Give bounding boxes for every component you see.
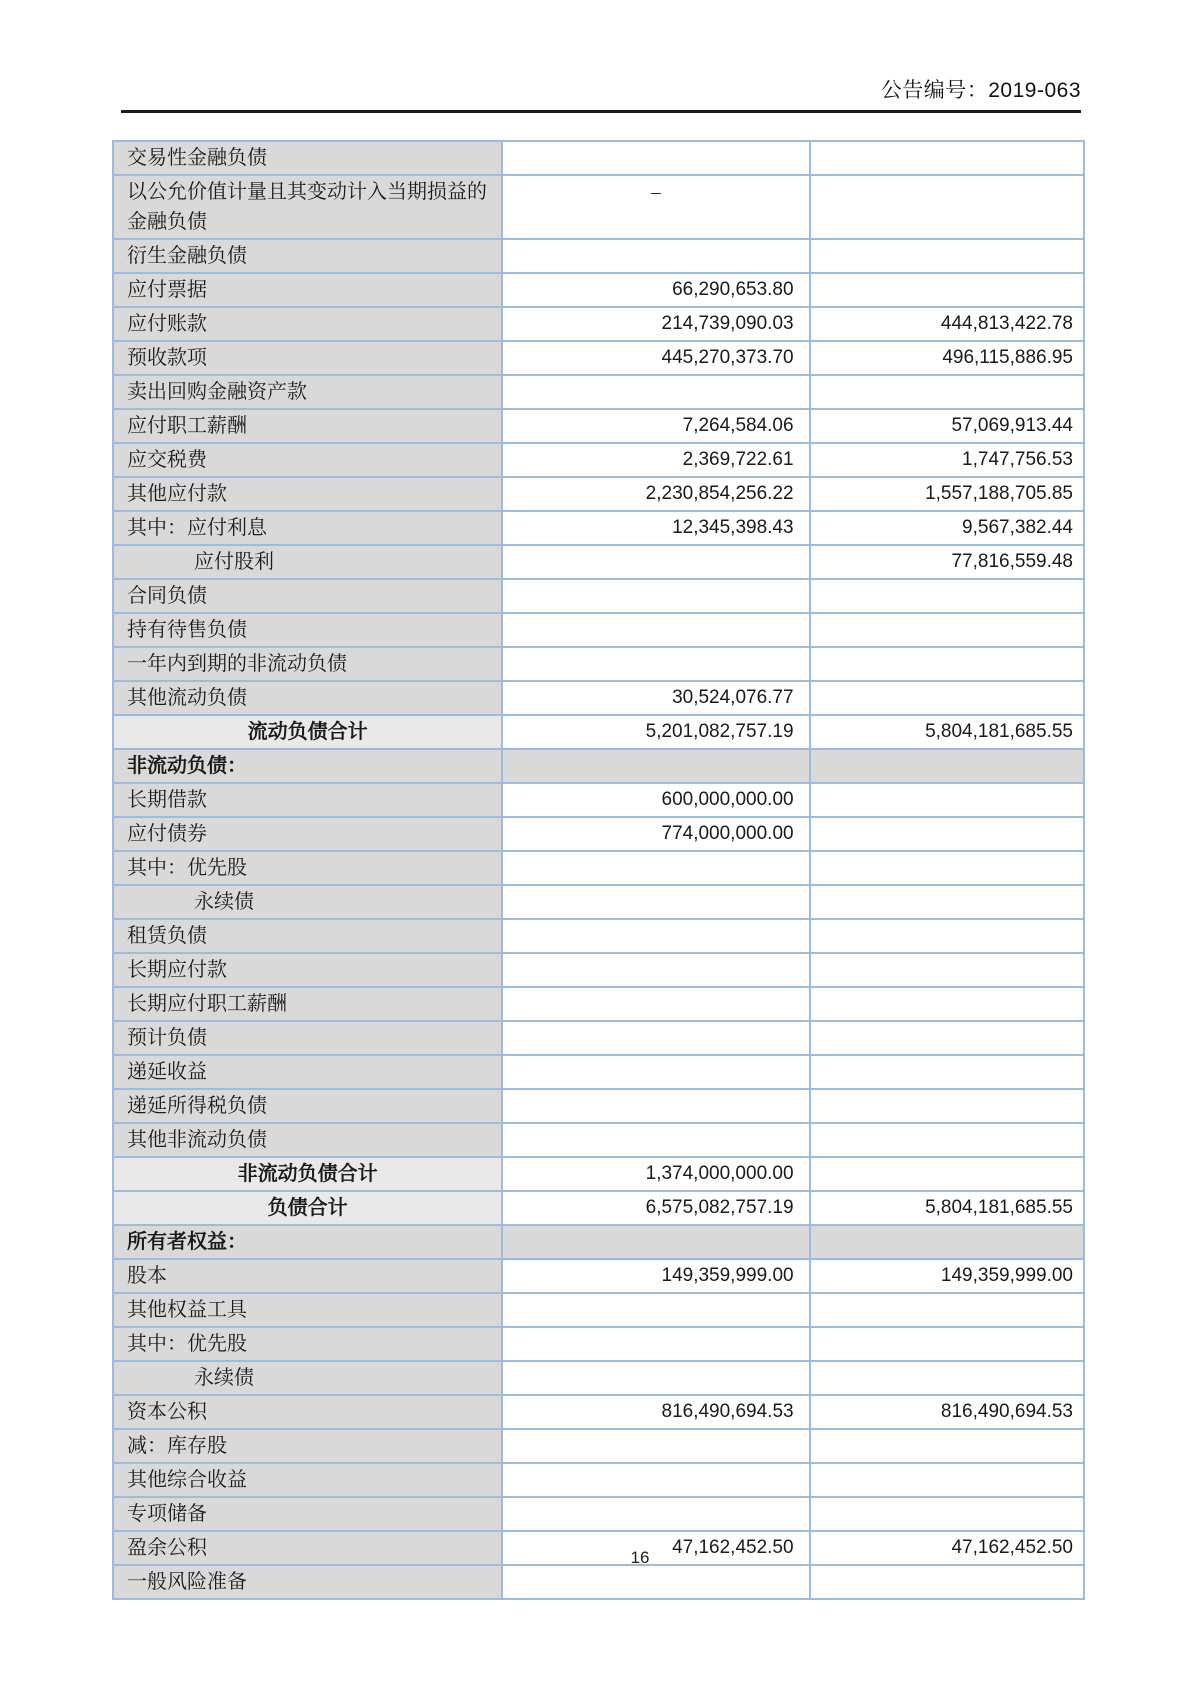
row-label: 以公允价值计量且其变动计入当期损益的金融负债 xyxy=(114,176,503,240)
row-value-prior-period: 496,115,886.95 xyxy=(811,342,1085,376)
table-row xyxy=(114,1158,1085,1192)
row-label: 其他流动负债 xyxy=(114,682,503,716)
row-value-prior-period xyxy=(811,1226,1085,1260)
row-value-prior-period: 444,813,422.78 xyxy=(811,308,1085,342)
table-row xyxy=(114,784,1085,818)
announcement-number: 公告编号：2019-063 xyxy=(880,79,1081,102)
row-value-prior-period xyxy=(811,1090,1085,1124)
row-value-prior-period xyxy=(811,1124,1085,1158)
row-value-prior-period: 816,490,694.53 xyxy=(811,1396,1085,1430)
row-value-prior-period xyxy=(811,818,1085,852)
row-label: 减：库存股 xyxy=(114,1430,503,1464)
table-row xyxy=(114,1362,1085,1396)
row-value-current-period: 7,264,584.06 xyxy=(503,410,810,444)
row-label: 租赁负债 xyxy=(114,920,503,954)
table-row xyxy=(114,648,1085,682)
row-label: 流动负债合计 xyxy=(114,716,503,750)
table-row xyxy=(114,478,1085,512)
row-value-prior-period xyxy=(811,1464,1085,1498)
row-value-current-period xyxy=(503,1090,810,1124)
row-value-prior-period: 9,567,382.44 xyxy=(811,512,1085,546)
table-row xyxy=(114,682,1085,716)
row-value-current-period: 47,162,452.50 xyxy=(503,1532,810,1566)
row-label: 应付账款 xyxy=(114,308,503,342)
table-row xyxy=(114,444,1085,478)
row-value-prior-period: 5,804,181,685.55 xyxy=(811,716,1085,750)
row-label: 合同负债 xyxy=(114,580,503,614)
table-row xyxy=(114,546,1085,580)
row-value-current-period: 816,490,694.53 xyxy=(503,1396,810,1430)
table-row xyxy=(114,1566,1085,1600)
table-row xyxy=(114,1328,1085,1362)
row-label: 持有待售负债 xyxy=(114,614,503,648)
row-value-current-period: 600,000,000.00 xyxy=(503,784,810,818)
row-value-prior-period xyxy=(811,376,1085,410)
row-label: 交易性金融负债 xyxy=(114,142,503,176)
row-value-current-period: 66,290,653.80 xyxy=(503,274,810,308)
row-value-prior-period xyxy=(811,954,1085,988)
table-row xyxy=(114,1090,1085,1124)
row-value-prior-period xyxy=(811,1362,1085,1396)
row-value-current-period xyxy=(503,886,810,920)
row-label: 专项储备 xyxy=(114,1498,503,1532)
row-value-prior-period xyxy=(811,1158,1085,1192)
row-value-current-period: 1,374,000,000.00 xyxy=(503,1158,810,1192)
row-value-current-period xyxy=(503,376,810,410)
row-value-current-period xyxy=(503,1566,810,1600)
row-value-prior-period xyxy=(811,648,1085,682)
row-value-current-period xyxy=(503,1464,810,1498)
row-label: 一年内到期的非流动负债 xyxy=(114,648,503,682)
row-value-prior-period xyxy=(811,1056,1085,1090)
row-label: 其中：应付利息 xyxy=(114,512,503,546)
row-value-prior-period xyxy=(811,1328,1085,1362)
row-label: 股本 xyxy=(114,1260,503,1294)
table-row xyxy=(114,716,1085,750)
table-row xyxy=(114,240,1085,274)
row-value-current-period: 2,369,722.61 xyxy=(503,444,810,478)
row-value-current-period xyxy=(503,1430,810,1464)
row-label: 长期应付款 xyxy=(114,954,503,988)
row-value-current-period xyxy=(503,546,810,580)
table-row xyxy=(114,580,1085,614)
row-value-current-period xyxy=(503,920,810,954)
row-value-prior-period xyxy=(811,1022,1085,1056)
row-value-current-period xyxy=(503,580,810,614)
table-row xyxy=(114,410,1085,444)
row-label: 应付债券 xyxy=(114,818,503,852)
row-label: 其中：优先股 xyxy=(114,852,503,886)
row-label: 永续债 xyxy=(114,886,503,920)
row-value-prior-period xyxy=(811,1566,1085,1600)
row-value-prior-period: 77,816,559.48 xyxy=(811,546,1085,580)
row-value-prior-period xyxy=(811,988,1085,1022)
row-label: 其中：优先股 xyxy=(114,1328,503,1362)
row-value-current-period: 214,739,090.03 xyxy=(503,308,810,342)
row-label: 非流动负债合计 xyxy=(114,1158,503,1192)
row-value-current-period: – xyxy=(503,176,810,240)
row-value-current-period xyxy=(503,142,810,176)
row-value-current-period xyxy=(503,614,810,648)
row-value-current-period: 2,230,854,256.22 xyxy=(503,478,810,512)
row-value-prior-period: 149,359,999.00 xyxy=(811,1260,1085,1294)
row-label: 递延所得税负债 xyxy=(114,1090,503,1124)
row-label: 盈余公积 xyxy=(114,1532,503,1566)
row-label: 卖出回购金融资产款 xyxy=(114,376,503,410)
table-row xyxy=(114,1192,1085,1226)
row-value-current-period xyxy=(503,750,810,784)
row-value-current-period xyxy=(503,1362,810,1396)
table-row xyxy=(114,308,1085,342)
row-value-prior-period xyxy=(811,580,1085,614)
table-row xyxy=(114,1294,1085,1328)
row-value-current-period: 445,270,373.70 xyxy=(503,342,810,376)
row-value-prior-period xyxy=(811,920,1085,954)
row-value-current-period xyxy=(503,954,810,988)
table-row xyxy=(114,176,1085,240)
row-value-prior-period: 57,069,913.44 xyxy=(811,410,1085,444)
row-value-current-period xyxy=(503,1498,810,1532)
table-row xyxy=(114,1430,1085,1464)
balance-sheet-table xyxy=(112,140,1085,1600)
row-value-current-period xyxy=(503,1056,810,1090)
row-label: 衍生金融负债 xyxy=(114,240,503,274)
row-label: 负债合计 xyxy=(114,1192,503,1226)
table-row xyxy=(114,1022,1085,1056)
table-row xyxy=(114,750,1085,784)
row-label: 应交税费 xyxy=(114,444,503,478)
row-label: 应付股利 xyxy=(114,546,503,580)
table-row xyxy=(114,342,1085,376)
table-row xyxy=(114,818,1085,852)
page-number: 16 xyxy=(630,1548,650,1567)
row-label: 其他综合收益 xyxy=(114,1464,503,1498)
row-value-current-period xyxy=(503,1328,810,1362)
row-value-prior-period xyxy=(811,852,1085,886)
row-value-current-period xyxy=(503,648,810,682)
row-value-prior-period xyxy=(811,750,1085,784)
row-value-current-period xyxy=(503,852,810,886)
row-value-prior-period: 5,804,181,685.55 xyxy=(811,1192,1085,1226)
row-value-prior-period xyxy=(811,1430,1085,1464)
table-row xyxy=(114,920,1085,954)
table-row xyxy=(114,1226,1085,1260)
row-label: 其他应付款 xyxy=(114,478,503,512)
table-row xyxy=(114,852,1085,886)
row-value-current-period xyxy=(503,240,810,274)
row-value-current-period xyxy=(503,988,810,1022)
row-value-prior-period xyxy=(811,142,1085,176)
table-row xyxy=(114,614,1085,648)
row-value-prior-period xyxy=(811,1294,1085,1328)
table-row xyxy=(114,1124,1085,1158)
row-value-prior-period: 47,162,452.50 xyxy=(811,1532,1085,1566)
row-value-prior-period xyxy=(811,176,1085,240)
row-value-current-period: 12,345,398.43 xyxy=(503,512,810,546)
table-row xyxy=(114,1396,1085,1430)
row-value-current-period xyxy=(503,1226,810,1260)
row-label: 应付职工薪酬 xyxy=(114,410,503,444)
table-row xyxy=(114,142,1085,176)
table-row xyxy=(114,1260,1085,1294)
row-value-current-period: 30,524,076.77 xyxy=(503,682,810,716)
table-row xyxy=(114,1464,1085,1498)
row-label: 资本公积 xyxy=(114,1396,503,1430)
row-value-prior-period xyxy=(811,614,1085,648)
table-row xyxy=(114,1056,1085,1090)
table-row xyxy=(114,954,1085,988)
row-label: 其他非流动负债 xyxy=(114,1124,503,1158)
row-value-current-period: 149,359,999.00 xyxy=(503,1260,810,1294)
row-label: 长期应付职工薪酬 xyxy=(114,988,503,1022)
table-row xyxy=(114,886,1085,920)
row-label: 所有者权益： xyxy=(114,1226,503,1260)
table-row xyxy=(114,1498,1085,1532)
row-value-prior-period xyxy=(811,784,1085,818)
row-label: 应付票据 xyxy=(114,274,503,308)
row-label: 长期借款 xyxy=(114,784,503,818)
table-row xyxy=(114,274,1085,308)
row-value-prior-period xyxy=(811,274,1085,308)
row-value-prior-period xyxy=(811,240,1085,274)
row-label: 预收款项 xyxy=(114,342,503,376)
table-row xyxy=(114,376,1085,410)
row-value-current-period xyxy=(503,1294,810,1328)
header-divider xyxy=(121,110,1081,113)
table-row xyxy=(114,988,1085,1022)
row-label: 永续债 xyxy=(114,1362,503,1396)
row-value-current-period: 774,000,000.00 xyxy=(503,818,810,852)
row-value-current-period: 5,201,082,757.19 xyxy=(503,716,810,750)
row-value-prior-period xyxy=(811,682,1085,716)
row-value-current-period xyxy=(503,1022,810,1056)
row-label: 其他权益工具 xyxy=(114,1294,503,1328)
row-label: 非流动负债： xyxy=(114,750,503,784)
table-row xyxy=(114,512,1085,546)
row-value-prior-period xyxy=(811,886,1085,920)
row-value-prior-period: 1,747,756.53 xyxy=(811,444,1085,478)
row-value-current-period: 6,575,082,757.19 xyxy=(503,1192,810,1226)
row-value-prior-period xyxy=(811,1498,1085,1532)
row-value-current-period xyxy=(503,1124,810,1158)
row-label: 一般风险准备 xyxy=(114,1566,503,1600)
row-label: 递延收益 xyxy=(114,1056,503,1090)
row-label: 预计负债 xyxy=(114,1022,503,1056)
row-value-prior-period: 1,557,188,705.85 xyxy=(811,478,1085,512)
